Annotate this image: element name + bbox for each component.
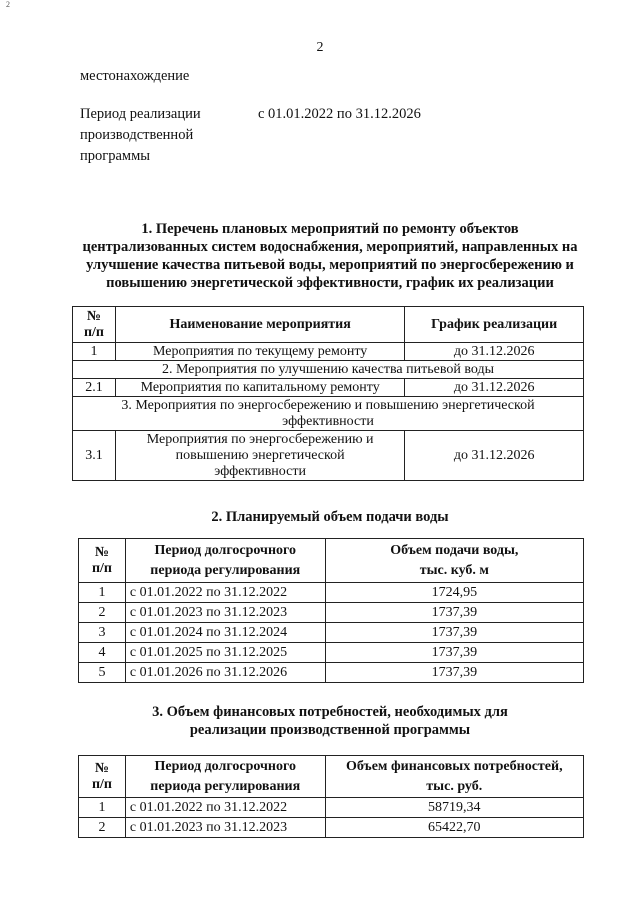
financial-needs-table [78, 755, 584, 838]
row-schedule: до 31.12.2026 [405, 431, 584, 481]
header-value: Объем подачи воды, тыс. куб. м [325, 539, 583, 583]
section1-title [60, 220, 600, 292]
table-row-merged [73, 397, 584, 431]
measures-table [72, 306, 584, 481]
row-value: 1737,39 [325, 603, 583, 623]
table-header-row [79, 539, 584, 583]
section1-title-line: централизованных систем водоснабжения, мероприятий, направленных на [82, 239, 578, 255]
row-num: 2.1 [73, 379, 116, 397]
row-schedule: до 31.12.2026 [405, 379, 584, 397]
row-num: 5 [79, 663, 126, 683]
header-name: Наименование мероприятия [115, 307, 404, 343]
row-num: 1 [79, 798, 126, 818]
table-row [79, 663, 584, 683]
header-period: Период долгосрочного периода регулирования [125, 756, 325, 798]
period-value: с 01.01.2022 по 31.12.2026 [258, 106, 421, 122]
period-label-line: производственной [80, 127, 194, 143]
row-num: 2 [79, 603, 126, 623]
row-name: Мероприятия по текущему ремонту [115, 343, 404, 361]
period-label-line: программы [80, 148, 150, 164]
row-value: 65422,70 [325, 818, 583, 838]
row-num: 1 [79, 583, 126, 603]
row-period: с 01.01.2024 по 31.12.2024 [125, 623, 325, 643]
row-value: 1737,39 [325, 663, 583, 683]
table-row [79, 818, 584, 838]
table-row [79, 643, 584, 663]
section1-title-line: 1. Перечень плановых мероприятий по ремонту объектов [141, 221, 519, 237]
table-row [73, 431, 584, 481]
header-value: Объем финансовых потребностей, тыс. руб. [325, 756, 583, 798]
row-period: с 01.01.2022 по 31.12.2022 [125, 583, 325, 603]
section3-title [60, 703, 600, 739]
corner-mark: 2 [6, 0, 10, 9]
table-row [79, 623, 584, 643]
water-supply-table [78, 538, 584, 683]
table-header-row [73, 307, 584, 343]
header-period: Период долгосрочного периода регулирования [125, 539, 325, 583]
section3-title-line: реализации производственной программы [189, 722, 471, 738]
row-value: 1724,95 [325, 583, 583, 603]
row-period: с 01.01.2026 по 31.12.2026 [125, 663, 325, 683]
row-value: 58719,34 [325, 798, 583, 818]
row-merged: 3. Мероприятия по энергосбережению и повышению энергетической эффективности [73, 397, 584, 431]
header-num: № п/п [73, 307, 116, 343]
section1-title-line: повышению энергетической эффективности, график их реализации [106, 275, 554, 291]
row-name: Мероприятия по энергосбережению и повышению энергетической эффективности [115, 431, 404, 481]
table-row [79, 798, 584, 818]
header-num: № п/п [79, 756, 126, 798]
row-num: 1 [73, 343, 116, 361]
row-period: с 01.01.2023 по 31.12.2023 [125, 818, 325, 838]
row-value: 1737,39 [325, 643, 583, 663]
table-header-row [79, 756, 584, 798]
table-row [73, 379, 584, 397]
page-number: 2 [316, 40, 324, 55]
row-name: Мероприятия по капитальному ремонту [115, 379, 404, 397]
row-num: 2 [79, 818, 126, 838]
header-schedule: График реализации [405, 307, 584, 343]
table-row [79, 603, 584, 623]
header-num: № п/п [79, 539, 126, 583]
section3-title-line: 3. Объем финансовых потребностей, необходимых для [152, 704, 508, 720]
table-row [79, 583, 584, 603]
row-num: 3 [79, 623, 126, 643]
table-row-merged [73, 361, 584, 379]
period-label [80, 104, 201, 167]
row-num: 4 [79, 643, 126, 663]
location-label: местонахождение [80, 68, 190, 84]
section2-title: 2. Планируемый объем подачи воды [211, 509, 449, 525]
row-period: с 01.01.2023 по 31.12.2023 [125, 603, 325, 623]
row-period: с 01.01.2022 по 31.12.2022 [125, 798, 325, 818]
row-period: с 01.01.2025 по 31.12.2025 [125, 643, 325, 663]
row-num: 3.1 [73, 431, 116, 481]
row-merged: 2. Мероприятия по улучшению качества питьевой воды [73, 361, 584, 379]
period-label-line: Период реализации [80, 106, 201, 122]
section1-title-line: улучшение качества питьевой воды, мероприятий по энергосбережению и [86, 257, 574, 273]
table-row [73, 343, 584, 361]
row-value: 1737,39 [325, 623, 583, 643]
row-schedule: до 31.12.2026 [405, 343, 584, 361]
